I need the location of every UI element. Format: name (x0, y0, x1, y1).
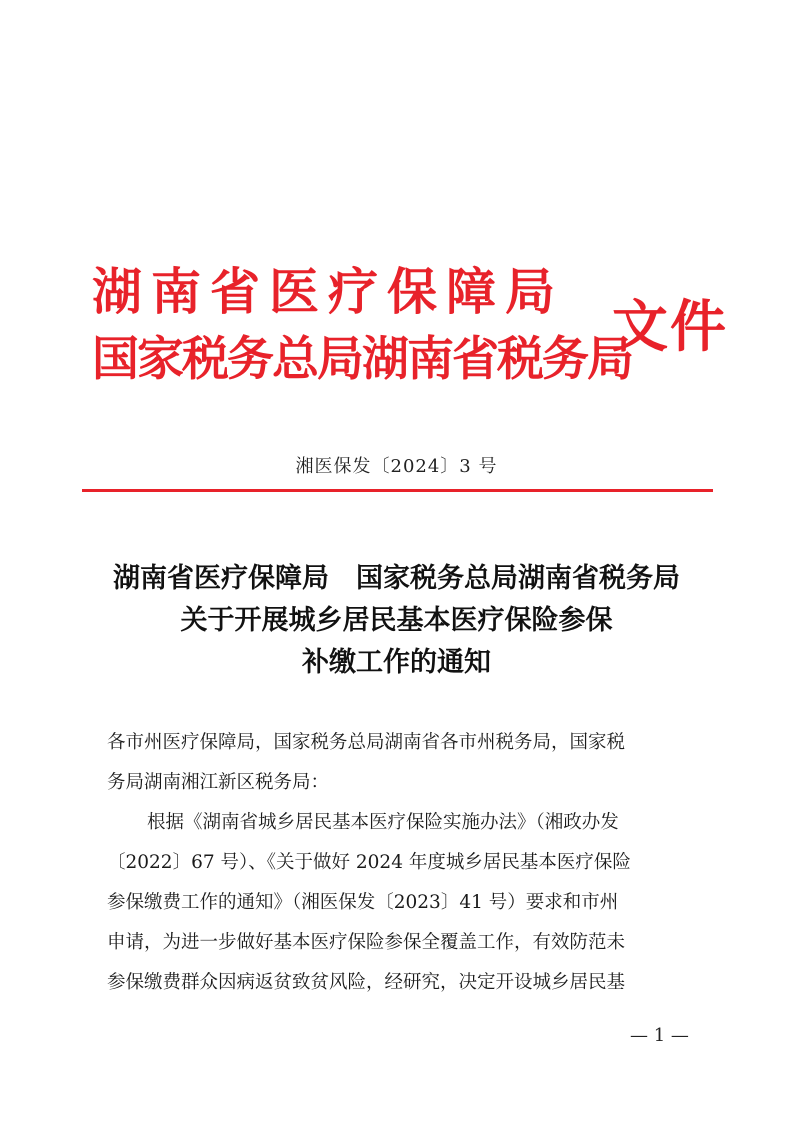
document-title (0, 558, 793, 684)
paragraph-1-line-1: 根据《湖南省城乡居民基本医疗保险实施办法》（湘政办发 (147, 812, 619, 833)
page-number: — 1 — (630, 1025, 689, 1046)
title-line-2: 关于开展城乡居民基本医疗保险参保 (180, 605, 613, 636)
document-number: 湘医保发〔2024〕3 号 (295, 456, 498, 477)
document-type-label: 文件 (612, 295, 728, 360)
paragraph-1-line-3: 参保缴费工作的通知》（湘医保发〔2023〕41 号）要求和市州 (107, 892, 619, 913)
title-line-3: 补缴工作的通知 (302, 647, 491, 678)
paragraph-1-line-5: 参保缴费群众因病返贫致贫风险，经研究，决定开设城乡居民基 (107, 972, 626, 993)
addressee (107, 723, 697, 803)
paragraph-1 (107, 803, 697, 1003)
red-divider-rule (82, 489, 713, 492)
title-line-1: 湖南省医疗保障局 国家税务总局湖南省税务局 (113, 563, 680, 594)
issuer-line-1: 湖南省医疗保障局 (92, 263, 564, 321)
paragraph-1-line-2: 〔2022〕67 号）、《关于做好 2024 年度城乡居民基本医疗保险 (107, 852, 631, 873)
addressee-line-2: 务局湖南湘江新区税务局： (107, 772, 330, 793)
addressee-line-1: 各市州医疗保障局，国家税务总局湖南省各市州税务局，国家税 (107, 732, 626, 753)
paragraph-1-line-4: 申请，为进一步做好基本医疗保险参保全覆盖工作，有效防范未 (107, 932, 626, 953)
issuer-line-2: 国家税务总局湖南省税务局 (92, 332, 632, 387)
